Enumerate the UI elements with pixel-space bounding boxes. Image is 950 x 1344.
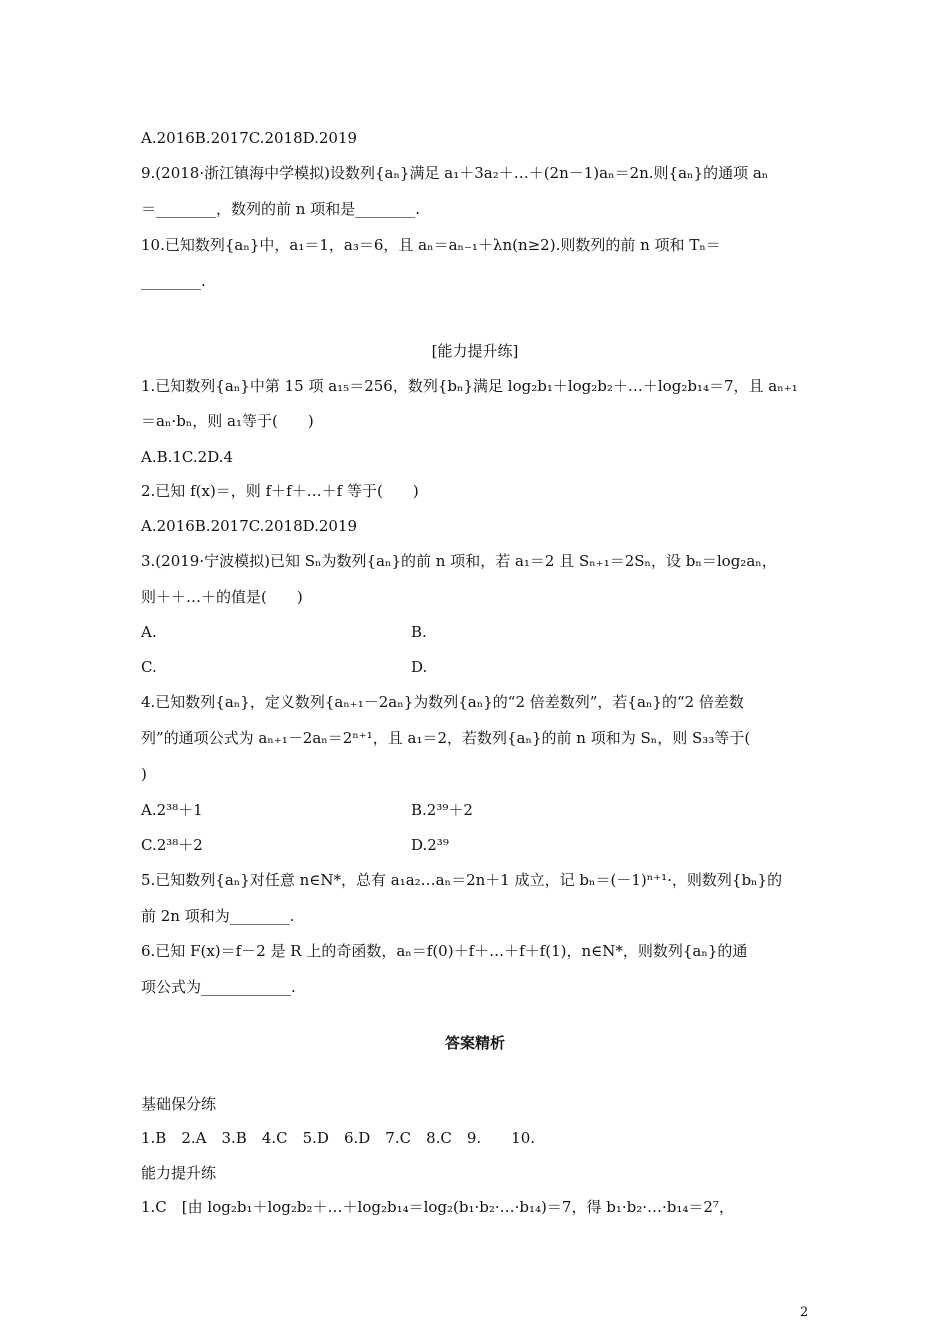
text-line: 1.已知数列{aₙ}中第 15 项 a₁₅＝256，数列{bₙ}满足 log₂b₁＋log₂b₂＋…＋log₂b₁₄＝7，且 aₙ₊₁ (141, 377, 798, 395)
text-line: 前 2n 项和为________. (141, 907, 295, 925)
text-line: 5.已知数列{aₙ}对任意 n∈N*，总有 a₁a₂…aₙ＝2n＋1 成立，记 bₙ＝(－1)ⁿ⁺¹·，则数列{bₙ}的 (141, 871, 783, 889)
text-line: 项公式为____________. (141, 978, 296, 996)
choice-b: B. (411, 623, 427, 641)
text-line: A.2016B.2017C.2018D.2019 (141, 517, 358, 535)
choice-c: C. (141, 658, 157, 676)
text-line: ) (141, 765, 147, 783)
text-line: 6.已知 F(x)＝f－2 是 R 上的奇函数，aₙ＝f(0)＋f＋…＋f＋f(1)，n∈N*，则数列{aₙ}的通 (141, 942, 748, 960)
text-line: 能力提升练 (141, 1164, 217, 1182)
text-line: A.B.1C.2D.4 (141, 448, 233, 466)
answers-heading: 答案精析 (444, 1034, 505, 1052)
text-line: 4.已知数列{aₙ}，定义数列{aₙ₊₁－2aₙ}为数列{aₙ}的“2 倍差数列”，若{aₙ}的“2 倍差数 (141, 693, 744, 711)
choice-c: C.2³⁸＋2 (141, 836, 203, 854)
choice-b: B.2³⁹＋2 (411, 801, 473, 819)
text-line: 列”的通项公式为 aₙ₊₁－2aₙ＝2ⁿ⁺¹，且 a₁＝2，若数列{aₙ}的前 n 项和为 Sₙ，则 S₃₃等于( (141, 729, 751, 747)
text-line: 9.(2018·浙江镇海中学模拟)设数列{aₙ}满足 a₁＋3a₂＋…＋(2n－1)aₙ＝2n.则{aₙ}的通项 aₙ (141, 164, 769, 182)
choice-a: A. (141, 623, 157, 641)
text-line: 基础保分练 (141, 1095, 217, 1113)
text-line: 2.已知 f(x)＝，则 f＋f＋…＋f 等于( ) (141, 482, 419, 500)
text-line: ＝________，数列的前 n 项和是________. (141, 200, 420, 218)
text-line: 1.B 2.A 3.B 4.C 5.D 6.D 7.C 8.C 9. 10. (141, 1129, 536, 1147)
page-number: 2 (800, 1305, 809, 1320)
text-line: 3.(2019·宁波模拟)已知 Sₙ为数列{aₙ}的前 n 项和，若 a₁＝2 且 Sₙ₊₁＝2Sₙ，设 bₙ＝log₂aₙ， (141, 552, 777, 570)
text-line: A.2016B.2017C.2018D.2019 (141, 129, 358, 147)
text-line: 1.C [由 log₂b₁＋log₂b₂＋…＋log₂b₁₄＝log₂(b₁·b₂·…·b₁₄)＝7，得 b₁·b₂·…·b₁₄＝2⁷， (141, 1198, 734, 1216)
choice-d: D. (411, 658, 428, 676)
text-line: ＝aₙ·bₙ，则 a₁等于( ) (141, 412, 314, 430)
choice-d: D.2³⁹ (411, 836, 449, 854)
text-line: ________. (141, 272, 206, 290)
section-heading: [能力提升练] (431, 342, 519, 360)
choice-a: A.2³⁸＋1 (141, 801, 203, 819)
text-line: 则＋＋…＋的值是( ) (141, 588, 303, 606)
text-line: 10.已知数列{aₙ}中，a₁＝1，a₃＝6，且 aₙ＝aₙ₋₁＋λn(n≥2).则数列的前 n 项和 Tₙ＝ (141, 236, 721, 254)
